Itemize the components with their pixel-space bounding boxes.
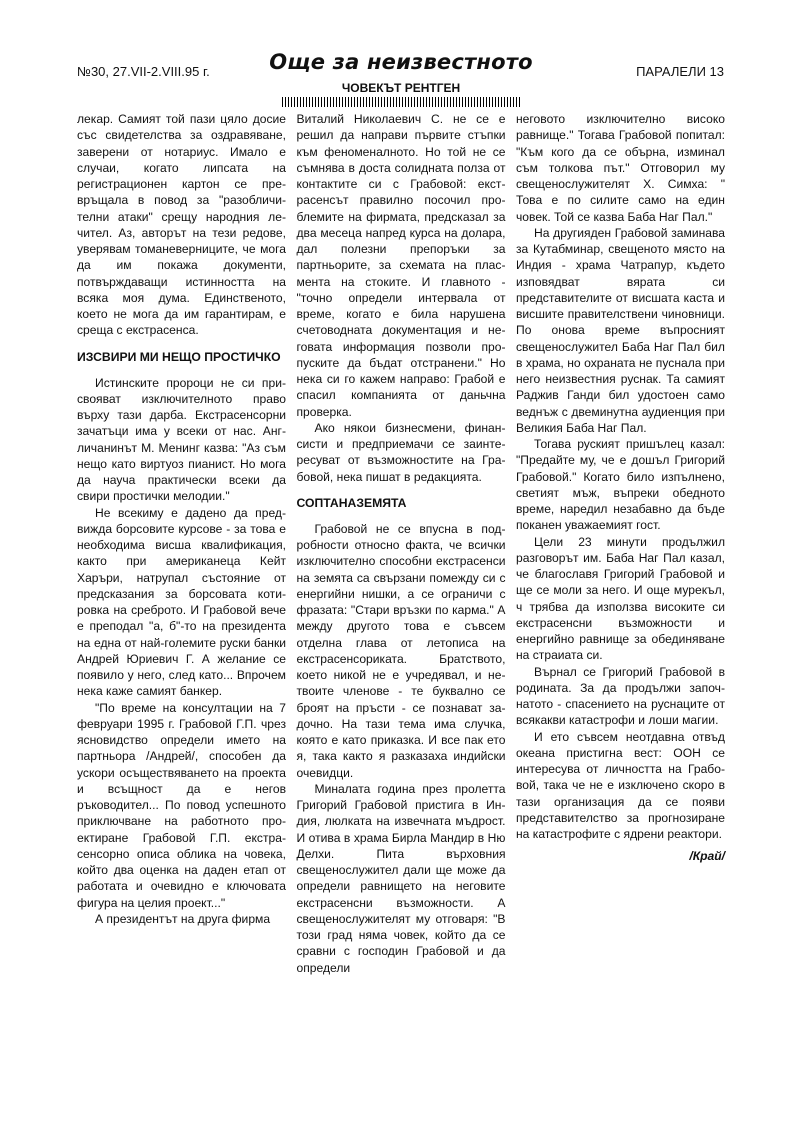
paragraph: Цели 23 минути продължил разговорът им. Баба Наг Пал казал, че благославя Григорий Грабовой и ще се моли за него. И още мурекъл, ч трябва да използва високите си екстрасенсни възможности и енергийно равнище за обединяване на страиата си. xyxy=(516,534,725,663)
article-subtitle: ЧОВЕКЪТ РЕНТГЕН xyxy=(341,81,461,95)
paragraph: Ако някои бизнесмени, финансисти и предприемачи се заинтересуват от възможностите на Грабовой, нека пишат в редакцията. xyxy=(296,420,506,484)
paragraph: Истинските пророци не си присвояват изключителното право върху тази дарба. Екстрасенсорни зачатъци има у всеки от нас. Англичанинът М. Менинг казва: "Аз съм нещо като виртуоз пианист. Но мога да науча практически всеки да свири простички мелодии." xyxy=(77,375,286,504)
column-1 xyxy=(77,111,286,976)
end-mark: /Край/ xyxy=(689,849,725,864)
section-heading: ИЗСВИРИ МИ НЕЩО ПРОСТИЧКО xyxy=(77,349,281,364)
paragraph: неговото изключително високо равнище." Тогава Грабовой попитал: "Към кого да се обърна, изминал съм толкова път." Отговорил му свещенослужителят Х. Симха: " Това е по силите само на един човек. Той се казва Баба Наг Пал." xyxy=(516,112,725,224)
issue-info: №30, 27.VII-2.VIII.95 г. xyxy=(77,64,210,79)
column-2 xyxy=(297,111,506,976)
section-page-label: ПАРАЛЕЛИ 13 xyxy=(636,64,724,79)
page-title: Още за неизвестното xyxy=(269,50,533,74)
paragraph: И ето съвсем неотдавна отвъд океана пристигна вест: ООН се интересува от личността на Грабовой, така че не е изключено скоро в тази организация да се появи представителство за прогнозиране на катастрофите с ядрени реактори. xyxy=(516,729,725,841)
column-3 xyxy=(516,111,725,976)
paragraph: "По време на консултации на 7 февруари 1995 г. Грабовой Г.П. чрез ясновидство определи името на партньора /Андрей/, способен да ускори осъществяването на проекта и всъщност да е негов ръководител... По повод успешното приключване на работното проектиране Грабовой Г.П. екстрасенсорно описа облика на човека, който два оценка на даден етап от работата и очевидно е ключовата фигура на целия проект..." xyxy=(77,700,286,910)
paragraph: Грабовой не се впусна в подробности относно факта, че всички изключително способни екстрасенси на земята са свързани помежду си с енергийни нишки, а се ограничи с фразата: "Стари връзки по карма." А между другото това е съвсем отделна глава от летописа на екстрасенсориката. Братството, което никой не е учредявал, и нетвоите членове - те буквално се броят на пръсти - се познават задочно. На тази тема има случка, която е като приказка. И все пак ето я, така както я разказаха индийски очевидци. xyxy=(296,521,506,780)
decorative-hatch-rule xyxy=(282,97,522,107)
paragraph: Върнал се Григорий Грабовой в родината. За да продължи започнатото - спасението на руснаците от всякакви катастрофи и лоши магии. xyxy=(516,664,725,728)
section-heading: СОПТАНАЗЕМЯТА xyxy=(296,495,407,510)
paragraph: лекар. Самият той пази цяло досие със свидетелства за оздравяване, заверени от нотариус. Имало е случаи, когато липсата на регистрационен картон се превръщала в повод за "разобличителни атаки" срещу народния лечител. Аз, авторът на тези редове, уверявам томаневерниците, че мога да им покажа документи, потвърждаващи истинността на всяка моя дума. Единственото, което не мога да им гарантирам, е среща с екстрасенса. xyxy=(77,112,286,338)
paragraph: Не всекиму е дадено да предвижда борсовите курсове - за това е необходима висша квалификация, както при американеца Кейт Харъри, натрупал състояние от предсказания за борсовата котировка на среброто. И Грабовой вече е преподал "а, б"-то на президента на една от най-големите руски банки Андрей Юриевич Г. А желание се появило у него, след като... Впрочем нека каже самият банкер. xyxy=(77,505,286,699)
article-columns xyxy=(77,111,725,976)
paragraph: Миналата година през пролетта Григорий Грабовой пристига в Индия, люлката на извечната мъдрост. И отива в храма Бирла Мандир в Ню Делхи. Пита върховния свещенослужител дали ще може да определи равнището на неговите екстрасенсни възможности. А свещенослужителят му отговаря: "В този град няма човек, който да се сравни с господин Грабовой и да определи xyxy=(296,781,506,975)
paragraph: А президентът на друга фирма xyxy=(95,911,271,926)
paragraph: Тогава руският пришълец казал: "Предайте му, че е дошъл Григорий Грабовой." Когато било изпълнено, светият мъж, въпреки обедното време, наредил незабавно да бъде поканен уважаемият гост. xyxy=(516,437,725,533)
paragraph: Виталий Николаевич С. не се е решил да направи първите стъпки към феноменалното. Но той не се съмнява в доста солидната полза от контактите си с Грабовой: екстрасенсът правилно посочил проблемите на фирмата, предсказал за два месеца напред курса на долара, дал полезни препоръки за партньорите, за схемата на пласмента на стоките. И главното - "точно определи интервала от време, когато е била нарушена счетоводната документация и неговата информация позволи пропуските да бъдат отстранени." Но нека си го кажем направо: Грабой е спасил компанията от даньчна проверка. xyxy=(296,112,506,419)
paragraph: На другияден Грабовой заминава за Кутабминар, свещеното място на Индия - храма Чатрапур, където изповядват вярата си представителите от висшата каста и висшите правителствени чиновници. По онова време въпросният свещенослужител Баба Наг Пал бил в храма, но охраната не пуснала при него неизвестния руснак. Та самият Раджив Ганди бил удостоен само веднъж с двеминутна аудиенция при Великия Баба Наг Пал. xyxy=(516,225,725,435)
